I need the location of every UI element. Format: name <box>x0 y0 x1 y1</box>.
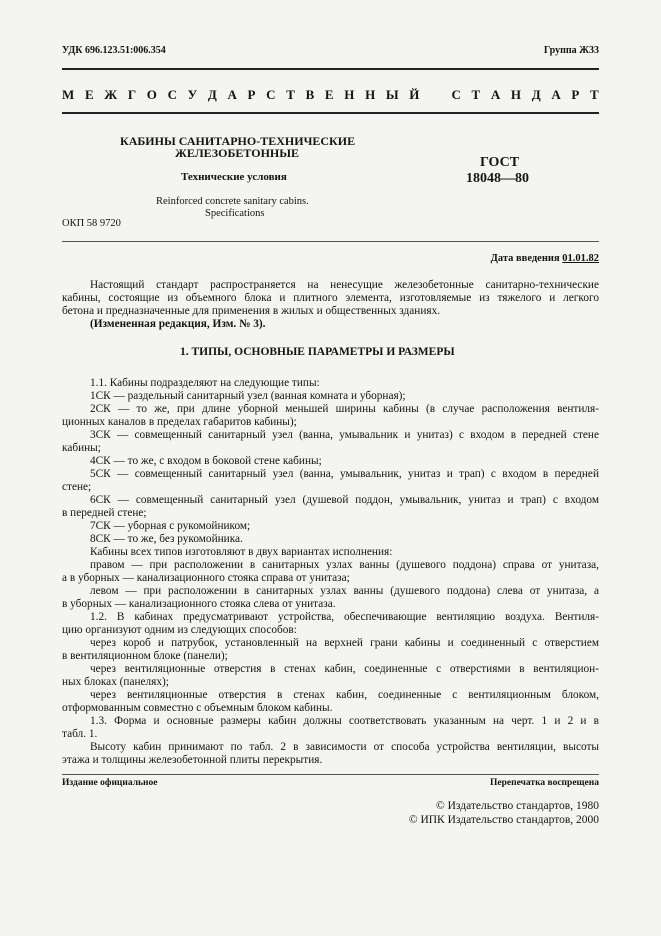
section-line: 1СК — раздельный санитарный узел (ванная комната и уборная); <box>90 390 406 402</box>
banner-letter: Р <box>247 87 256 102</box>
banner-letter: М <box>62 87 75 102</box>
section-line <box>62 494 599 507</box>
section-line: отформованным совместно с объемным блоком кабины. <box>62 702 333 714</box>
official-edition: Издание официальное <box>62 778 158 788</box>
banner-letter: Ж <box>104 87 118 102</box>
section-line: в передней стене; <box>62 507 147 519</box>
banner-letter: Й <box>409 87 420 102</box>
reprint-prohibited: Перепечатка воспрещена <box>489 778 599 788</box>
banner-letter: О <box>146 87 157 102</box>
top-rule <box>62 68 599 70</box>
banner-letter: Е <box>84 87 94 102</box>
section-line <box>62 403 599 416</box>
section-line <box>62 715 599 728</box>
banner-letter: С <box>266 87 276 102</box>
section-line: кабины; <box>62 442 101 454</box>
section-line: ционных каналов в пределах габаритов кабины); <box>62 416 297 428</box>
banner-letter: С <box>167 87 177 102</box>
section-line: 7СК — уборная с рукомойником; <box>90 520 251 532</box>
section-line: 1.1. Кабины подразделяют на следующие типы: <box>90 377 320 389</box>
banner-letter: У <box>187 87 198 102</box>
section-body <box>62 377 599 767</box>
banner-letter: А <box>490 87 501 102</box>
english-title-line1: Reinforced concrete sanitary cabins. <box>156 196 309 207</box>
section-line-text: через короб и патрубок, установленный на верхней грани кабины и соединенный с отверстием <box>90 637 599 649</box>
banner-letter: Е <box>324 87 334 102</box>
banner-letter: Д <box>207 87 217 102</box>
intro-date <box>491 253 599 264</box>
section-line <box>62 689 599 702</box>
section-line-text: правом — при расположении в санитарных узлах ванны (душевого поддона) справа от унитаза, <box>90 559 599 571</box>
section-line <box>62 741 599 754</box>
section-line: этажа и толщины железобетонной плиты перекрытия. <box>62 754 323 766</box>
section-line-text: 2СК — то же, при длине уборной меньшей ширины кабины (в случае расположения вентиля- <box>90 403 599 415</box>
title-line2: ЖЕЛЕЗОБЕТОННЫЕ <box>175 146 300 160</box>
section-line: цию организуют одним из следующих способов: <box>62 624 297 636</box>
section-line: в уборных — канализационного стояка слева от унитаза. <box>62 598 336 610</box>
section-line-text: Высоту кабин принимают по табл. 2 в зависимости от способа устройства вентиляции, высоты <box>90 741 599 753</box>
banner-letter: Р <box>571 87 580 102</box>
banner-letter: Т <box>590 87 599 102</box>
subtitle: Технические условия <box>181 171 287 183</box>
section-line: табл. 1. <box>62 728 98 740</box>
section-heading: 1. ТИПЫ, ОСНОВНЫЕ ПАРАМЕТРЫ И РАЗМЕРЫ <box>180 346 455 358</box>
intro-line: кабины, состоящие из объемного блока и плитного элемента, изготовляемые из тяжелого и легкого <box>62 292 599 304</box>
banner-letter: Н <box>344 87 355 102</box>
banner-letter: Т <box>471 87 481 102</box>
section-line-text: левом — при расположении в санитарных узлах ванны (душевого поддона) слева от унитаза, а <box>90 585 599 597</box>
standard-banner <box>62 87 599 103</box>
intro-date-label: Дата введения <box>490 253 560 264</box>
banner-letter: А <box>227 87 237 102</box>
banner-letter: Т <box>286 87 295 102</box>
section-line: в вентиляционном блоке (панели); <box>62 650 228 662</box>
intro-line: бетона и предназначенные для применения в жилых и общественных зданиях. <box>62 305 441 317</box>
banner-letter: С <box>451 87 461 102</box>
banner-letter: Ы <box>385 87 399 102</box>
title-rule <box>62 241 599 242</box>
banner-letter: Н <box>510 87 522 102</box>
banner-rule <box>62 112 599 114</box>
gost-label: ГОСТ <box>480 155 520 170</box>
gost-number: 18048—80 <box>466 171 529 186</box>
banner-letter: А <box>551 87 561 102</box>
section-line: ных блоках (панелях); <box>62 676 169 688</box>
intro-paragraph <box>62 279 599 331</box>
section-line: Кабины всех типов изготовляют в двух вариантах исполнения: <box>90 546 393 558</box>
section-line <box>62 611 599 624</box>
section-line-text: 6СК — совмещенный санитарный узел (душевой поддон, умывальник, унитаз и трап) с входом <box>90 494 599 506</box>
group-code: Группа Ж33 <box>543 45 599 56</box>
intro-line: Настоящий стандарт распространяется на ненесущие железобетонные санитарно-технические <box>90 279 599 291</box>
banner-letter: Н <box>365 87 376 102</box>
section-line-text: 5СК — совмещенный санитарный узел (ванна, умывальник, унитаз и трап) с входом в передней <box>90 468 599 480</box>
revision-note: (Измененная редакция, Изм. № 3). <box>90 318 266 330</box>
section-line-text: 1.3. Форма и основные размеры кабин должны соответствовать указанным на черт. 1 и 2 и в <box>90 715 599 727</box>
intro-date-value: 01.01.82 <box>562 253 599 264</box>
banner-letter: Г <box>127 87 137 102</box>
section-line <box>62 559 599 572</box>
section-line <box>62 468 599 481</box>
section-line <box>62 637 599 650</box>
section-line-text: 1.2. В кабинах предусматривают устройства, обеспечивающие вентиляцию воздуха. Вентиля- <box>90 611 599 623</box>
footer-rule <box>62 774 599 775</box>
copyright-1980: © Издательство стандартов, 1980 <box>435 800 599 812</box>
section-line: а в уборных — канализационного стояка справа от унитаза; <box>62 572 350 584</box>
title-line1: КАБИНЫ САНИТАРНО-ТЕХНИЧЕСКИЕ <box>120 134 356 148</box>
section-line <box>62 429 599 442</box>
section-line: 8СК — то же, без рукомойника. <box>90 533 243 545</box>
section-line: 4СК — то же, с входом в боковой стене кабины; <box>90 455 322 467</box>
banner-letter: Д <box>531 87 541 102</box>
section-line-text: через вентиляционные отверстия в стенах кабин, соединенные с отверстиями в вентиляцион- <box>90 663 599 675</box>
section-line: стене; <box>62 481 92 493</box>
english-title-line2: Specifications <box>205 208 265 219</box>
section-line-text: через вентиляционные отверстия в стенах кабин, соединенные с вентиляционным блоком, <box>90 689 599 701</box>
copyright-2000: © ИПК Издательство стандартов, 2000 <box>408 814 599 826</box>
okp-code: ОКП 58 9720 <box>62 218 121 229</box>
section-line <box>62 585 599 598</box>
udk-code: УДК 696.123.51:006.354 <box>62 45 166 56</box>
section-line <box>62 663 599 676</box>
banner-letter: В <box>305 87 315 102</box>
section-line-text: 3СК — совмещенный санитарный узел (ванна, умывальник и унитаз) с входом в передней стене <box>90 429 599 441</box>
